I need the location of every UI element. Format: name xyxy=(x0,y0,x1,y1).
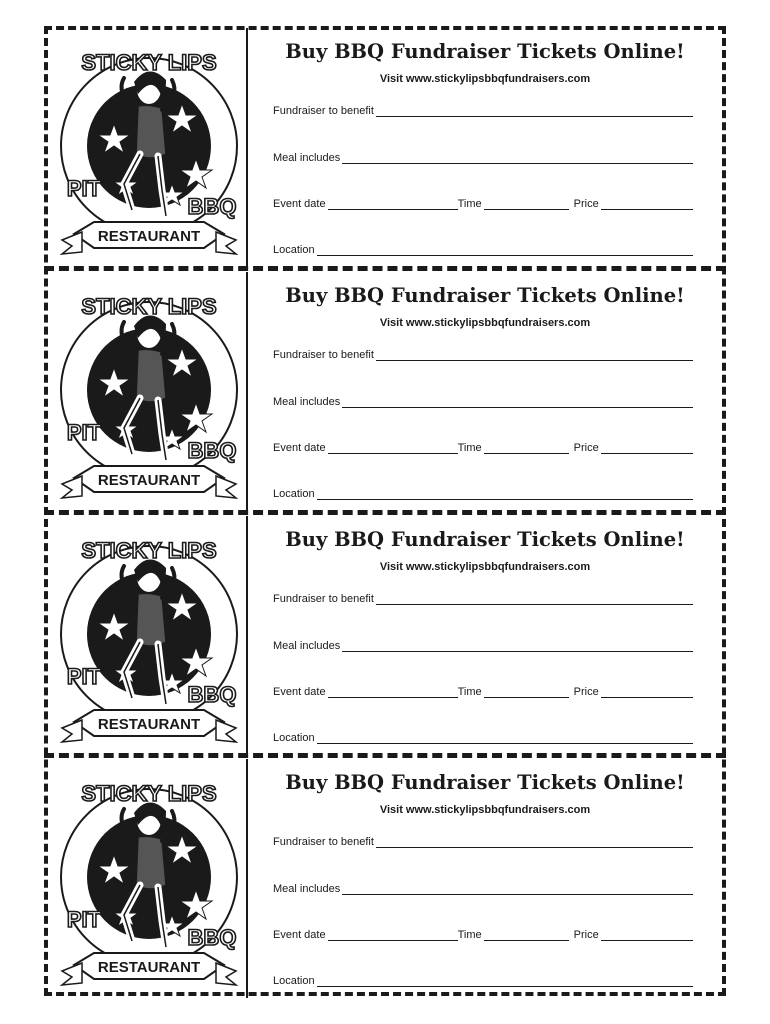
ticket-title: Buy BBQ Fundraiser Tickets Online! xyxy=(285,284,685,307)
fundraiser-ticket xyxy=(44,26,726,269)
logo-banner-text: RESTAURANT xyxy=(97,472,201,489)
fundraiser-ticket xyxy=(44,757,726,1000)
ticket-title: Buy BBQ Fundraiser Tickets Online! xyxy=(285,771,685,794)
field-date-blank[interactable] xyxy=(328,443,458,454)
field-meal[interactable] xyxy=(273,879,693,895)
field-price-label: Price xyxy=(573,686,599,698)
field-benefit[interactable] xyxy=(273,101,693,117)
logo-left-text: PIT xyxy=(66,907,102,932)
field-price-blank[interactable] xyxy=(601,930,693,941)
ticket-website: Visit www.stickylipsbbqfundraisers.com xyxy=(379,73,591,85)
logo-cell xyxy=(54,278,244,506)
field-time-blank[interactable] xyxy=(484,199,569,210)
field-event-details[interactable] xyxy=(273,925,693,941)
field-meal-blank[interactable] xyxy=(342,641,693,652)
logo-top-text: STICKY LIPS xyxy=(81,538,217,563)
field-time-blank[interactable] xyxy=(484,930,569,941)
fundraiser-ticket xyxy=(44,270,726,513)
ticket-title: Buy BBQ Fundraiser Tickets Online! xyxy=(285,40,685,63)
field-price-blank[interactable] xyxy=(601,687,693,698)
field-benefit-label: Fundraiser to benefit xyxy=(273,836,374,848)
ticket-divider-line xyxy=(246,272,248,511)
field-location[interactable] xyxy=(273,240,693,256)
ticket-website: Visit www.stickylipsbbqfundraisers.com xyxy=(379,561,591,573)
field-date-label: Event date xyxy=(273,198,326,210)
field-benefit-label: Fundraiser to benefit xyxy=(273,349,374,361)
logo-top-text: STICKY LIPS xyxy=(81,781,217,806)
field-location-label: Location xyxy=(273,975,315,987)
field-date-label: Event date xyxy=(273,442,326,454)
field-location-blank[interactable] xyxy=(317,733,693,744)
field-meal[interactable] xyxy=(273,392,693,408)
field-benefit-label: Fundraiser to benefit xyxy=(273,593,374,605)
field-location-label: Location xyxy=(273,244,315,256)
field-location-label: Location xyxy=(273,488,315,500)
field-meal-label: Meal includes xyxy=(273,883,341,895)
field-meal-blank[interactable] xyxy=(342,884,693,895)
field-price-blank[interactable] xyxy=(601,443,693,454)
field-meal-label: Meal includes xyxy=(273,640,341,652)
field-date-blank[interactable] xyxy=(328,930,458,941)
field-time-label: Time xyxy=(457,929,482,941)
ticket-website: Visit www.stickylipsbbqfundraisers.com xyxy=(379,804,591,816)
field-benefit-blank[interactable] xyxy=(376,594,693,605)
sticky-lips-logo xyxy=(54,522,244,750)
field-benefit-blank[interactable] xyxy=(376,350,693,361)
ticket-divider-line xyxy=(246,516,248,755)
logo-right-text: BBQ xyxy=(187,438,237,463)
field-event-details[interactable] xyxy=(273,682,693,698)
field-benefit[interactable] xyxy=(273,345,693,361)
field-benefit-blank[interactable] xyxy=(376,837,693,848)
field-location[interactable] xyxy=(273,971,693,987)
field-price-blank[interactable] xyxy=(601,199,693,210)
field-benefit[interactable] xyxy=(273,589,693,605)
field-time-blank[interactable] xyxy=(484,687,569,698)
field-meal[interactable] xyxy=(273,636,693,652)
ticket-title: Buy BBQ Fundraiser Tickets Online! xyxy=(285,528,685,551)
field-price-label: Price xyxy=(573,442,599,454)
field-time-label: Time xyxy=(457,442,482,454)
cut-line xyxy=(44,510,726,515)
logo-cell xyxy=(54,34,244,262)
field-benefit-label: Fundraiser to benefit xyxy=(273,105,374,117)
field-event-details[interactable] xyxy=(273,438,693,454)
fundraiser-ticket xyxy=(44,514,726,757)
logo-banner-text: RESTAURANT xyxy=(97,716,201,733)
logo-cell xyxy=(54,765,244,993)
field-location-blank[interactable] xyxy=(317,245,693,256)
logo-left-text: PIT xyxy=(66,664,102,689)
logo-left-text: PIT xyxy=(66,420,102,445)
sticky-lips-logo xyxy=(54,278,244,506)
field-time-label: Time xyxy=(457,686,482,698)
field-date-blank[interactable] xyxy=(328,687,458,698)
field-price-label: Price xyxy=(573,198,599,210)
field-date-blank[interactable] xyxy=(328,199,458,210)
field-meal-label: Meal includes xyxy=(273,152,341,164)
field-meal-blank[interactable] xyxy=(342,153,693,164)
sticky-lips-logo xyxy=(54,765,244,993)
logo-right-text: BBQ xyxy=(187,682,237,707)
field-benefit-blank[interactable] xyxy=(376,106,693,117)
ticket-divider-line xyxy=(246,28,248,267)
logo-top-text: STICKY LIPS xyxy=(81,50,217,75)
field-date-label: Event date xyxy=(273,686,326,698)
field-location-blank[interactable] xyxy=(317,976,693,987)
sticky-lips-logo xyxy=(54,34,244,262)
cut-line xyxy=(44,266,726,271)
logo-left-text: PIT xyxy=(66,176,102,201)
field-location[interactable] xyxy=(273,484,693,500)
field-meal-blank[interactable] xyxy=(342,397,693,408)
logo-banner-text: RESTAURANT xyxy=(97,228,201,245)
field-time-label: Time xyxy=(457,198,482,210)
field-price-label: Price xyxy=(573,929,599,941)
cut-line xyxy=(44,753,726,758)
logo-cell xyxy=(54,522,244,750)
logo-top-text: STICKY LIPS xyxy=(81,294,217,319)
ticket-divider-line xyxy=(246,759,248,998)
field-date-label: Event date xyxy=(273,929,326,941)
logo-right-text: BBQ xyxy=(187,194,237,219)
logo-banner-text: RESTAURANT xyxy=(97,959,201,976)
field-location[interactable] xyxy=(273,728,693,744)
field-location-label: Location xyxy=(273,732,315,744)
ticket-website: Visit www.stickylipsbbqfundraisers.com xyxy=(379,317,591,329)
logo-right-text: BBQ xyxy=(187,925,237,950)
field-time-blank[interactable] xyxy=(484,443,569,454)
field-location-blank[interactable] xyxy=(317,489,693,500)
field-meal-label: Meal includes xyxy=(273,396,341,408)
field-benefit[interactable] xyxy=(273,832,693,848)
field-event-details[interactable] xyxy=(273,194,693,210)
field-meal[interactable] xyxy=(273,148,693,164)
